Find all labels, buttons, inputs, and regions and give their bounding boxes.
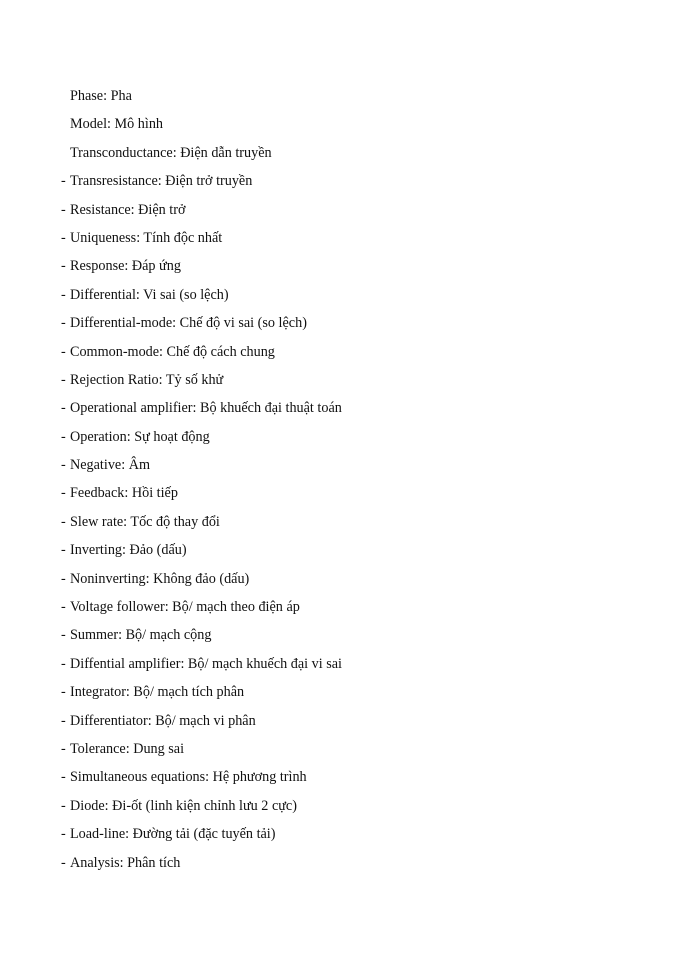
glossary-entry-text: Diode: Đi-ốt (linh kiện chỉnh lưu 2 cực) — [70, 797, 297, 814]
glossary-entry-text: Feedback: Hồi tiếp — [70, 485, 178, 502]
list-dash: - — [61, 599, 66, 616]
list-dash: - — [61, 229, 66, 246]
glossary-entry-text: Differential-mode: Chế độ vi sai (so lệch) — [70, 315, 307, 332]
glossary-entry-text: Inverting: Đảo (dấu) — [70, 542, 187, 559]
list-dash: - — [61, 655, 66, 672]
list-dash: - — [61, 315, 66, 332]
glossary-entry-text: Phase: Pha — [70, 88, 132, 104]
list-dash: - — [61, 769, 66, 786]
glossary-entry-text: Operation: Sự hoạt động — [70, 428, 210, 445]
list-dash: - — [61, 513, 66, 530]
list-dash: - — [61, 457, 66, 474]
glossary-entry-text: Response: Đáp ứng — [70, 258, 181, 275]
glossary-entry-text: Model: Mô hình — [70, 116, 164, 133]
list-dash: - — [61, 343, 66, 360]
list-dash: - — [61, 201, 66, 218]
glossary-entry-text: Diffential amplifier: Bộ/ mạch khuếch đại vi sai — [70, 655, 342, 672]
list-dash: - — [61, 400, 66, 417]
glossary-entry-text: Differentiator: Bộ/ mạch vi phân — [70, 712, 256, 729]
list-dash: - — [61, 712, 66, 729]
glossary-entry-text: Uniqueness: Tính độc nhất — [70, 229, 223, 246]
list-dash: - — [61, 428, 66, 445]
glossary-entry-text: Simultaneous equations: Hệ phương trình — [70, 769, 307, 786]
glossary-entry-text: Slew rate: Tốc độ thay đổi — [70, 513, 220, 530]
glossary-entry-text: Tolerance: Dung sai — [70, 740, 185, 757]
list-dash: - — [61, 286, 66, 303]
glossary-entry-text: Differential: Vi sai (so lệch) — [70, 286, 229, 303]
list-dash: - — [61, 627, 66, 644]
list-dash: - — [61, 684, 66, 701]
glossary-entry-text: Load-line: Đường tải (đặc tuyến tải) — [70, 826, 276, 843]
list-dash: - — [61, 485, 66, 502]
list-dash: - — [61, 797, 66, 814]
glossary-entry-text: Negative: Âm — [70, 457, 150, 474]
glossary-entry-text: Common-mode: Chế độ cách chung — [70, 343, 275, 360]
glossary-entry-text: Integrator: Bộ/ mạch tích phân — [70, 684, 245, 701]
list-dash: - — [61, 570, 66, 587]
glossary-entry-text: Operational amplifier: Bộ khuếch đại thuật toán — [70, 400, 342, 417]
glossary-entry-text: Resistance: Điện trở — [70, 201, 186, 218]
list-dash: - — [61, 826, 66, 843]
list-dash: - — [61, 854, 66, 871]
glossary-entry-text: Transconductance: Điện dẫn truyền — [70, 144, 272, 161]
glossary-entry-text: Voltage follower: Bộ/ mạch theo điện áp — [70, 599, 300, 616]
glossary-entry-text: Analysis: Phân tích — [70, 854, 181, 871]
list-dash: - — [61, 258, 66, 275]
list-dash: - — [61, 740, 66, 757]
glossary-entry-text: Transresistance: Điện trở truyền — [70, 173, 253, 190]
glossary-entry-text: Noninverting: Không đảo (dấu) — [70, 570, 250, 587]
list-dash: - — [61, 542, 66, 559]
glossary-entry-text: Rejection Ratio: Tỷ số khử — [70, 371, 224, 388]
glossary-entry-text: Summer: Bộ/ mạch cộng — [70, 627, 212, 644]
list-dash: - — [61, 173, 66, 190]
list-dash: - — [61, 371, 66, 388]
